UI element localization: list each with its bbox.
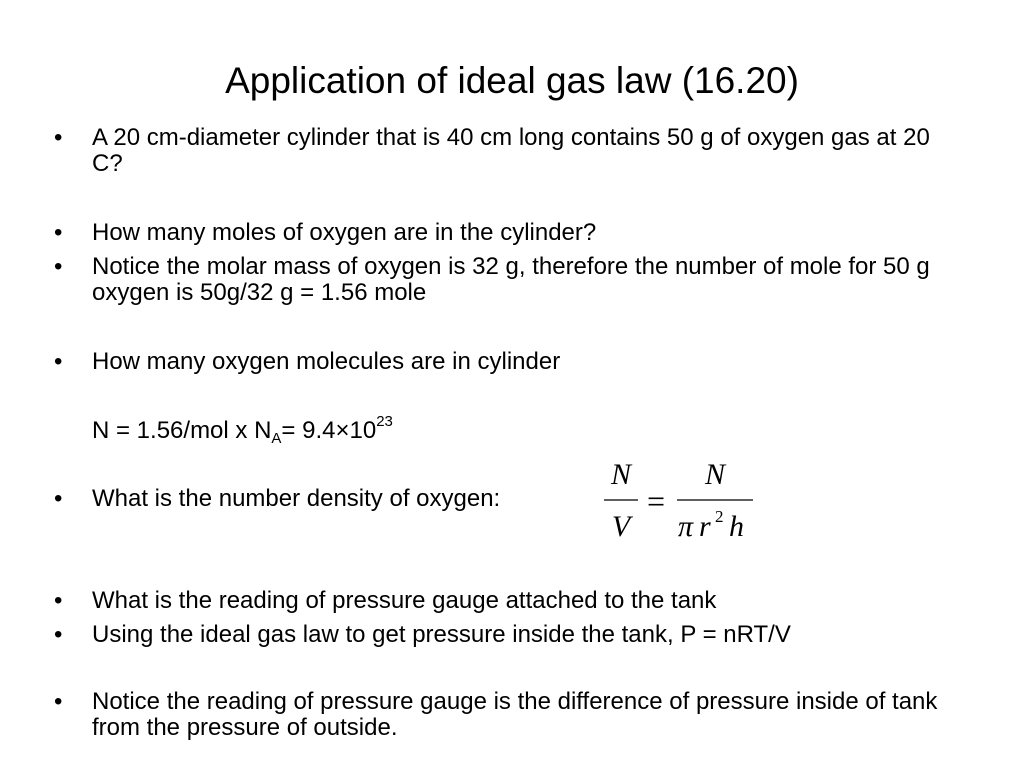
formula-right-numerator: N [704,458,726,491]
number-density-formula [598,454,758,549]
bullet-text: Using the ideal gas law to get pressure inside the tank, P = nRT/V [92,621,791,648]
bullet-marker: • [54,587,63,614]
bullet-item [54,688,952,741]
bullet-item [54,219,952,246]
formula-exponent: 2 [715,507,724,526]
bullet-marker: • [54,219,63,246]
bullet-marker: • [54,621,63,648]
formula-left-numerator: N [610,458,632,491]
formula-r: r [699,510,711,543]
formula-h: h [729,510,744,543]
bullet-marker: • [54,485,63,512]
bullet-text: How many moles of oxygen are in the cylinder? [92,219,597,246]
bullet-text: What is the reading of pressure gauge attached to the tank [92,587,717,614]
equation-subscript: A [271,430,282,447]
molecule-count-equation [92,413,393,447]
bullet-item [54,587,952,614]
bullet-marker: • [54,124,63,151]
formula-left-denominator: V [611,510,631,543]
bullet-text: What is the number density of oxygen: [92,485,501,512]
bullet-item [54,124,952,177]
equation-superscript: 23 [376,413,393,430]
bullet-text: Notice the reading of pressure gauge is the difference of pressure inside of tank from the pressure of outside. [92,688,938,741]
equation-prefix: N = 1.56/mol x N [92,417,272,444]
bullet-item [54,621,952,648]
bullet-text: How many oxygen molecules are in cylinder [92,348,561,375]
bullet-marker: • [54,253,63,280]
equation-middle: = 9.4×10 [281,417,377,444]
bullet-item [54,485,952,512]
slide-title: Application of ideal gas law (16.20) [225,60,799,101]
bullet-item [54,253,952,306]
bullet-marker: • [54,688,63,715]
bullet-marker: • [54,348,63,375]
formula-pi: π [678,510,694,543]
formula-equals: = [646,483,666,519]
bullet-text: Notice the molar mass of oxygen is 32 g, therefore the number of mole for 50 g oxygen is 50g/32 g = 1.56 mole [92,253,930,306]
bullet-item [54,348,952,375]
bullet-text: A 20 cm-diameter cylinder that is 40 cm long contains 50 g of oxygen gas at 20 C? [92,124,930,177]
